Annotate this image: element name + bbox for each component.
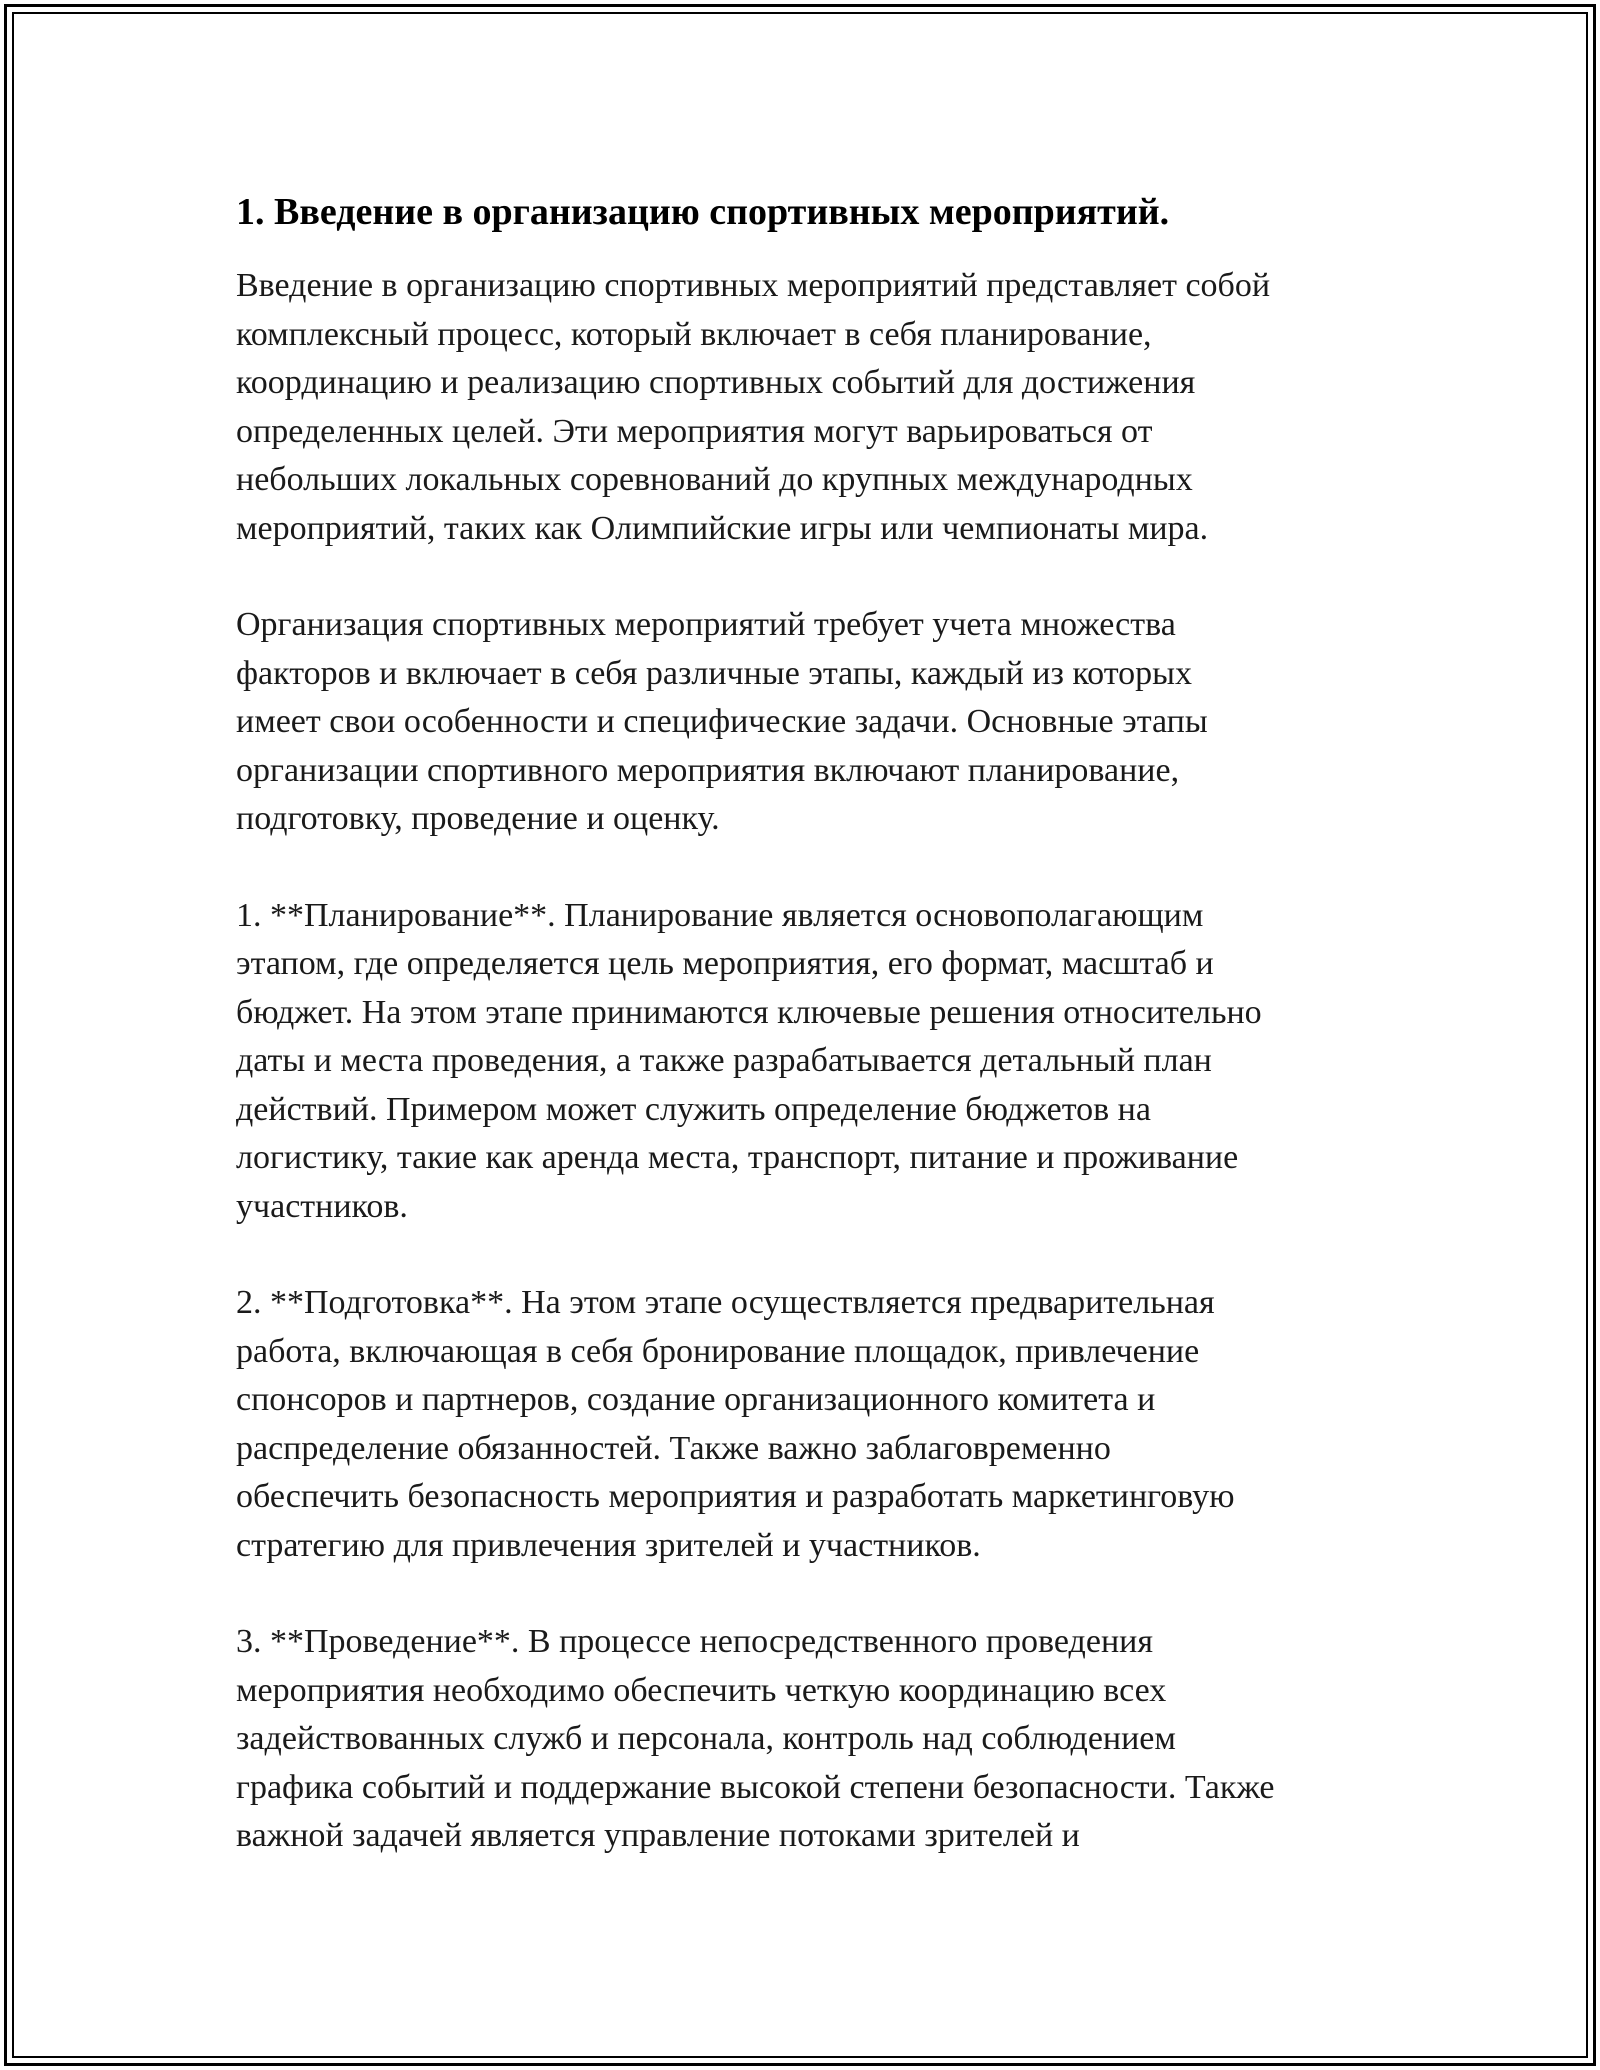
paragraph-introduction: Введение в организацию спортивных мероприятий представляет собой комплексный процесс, который включает в себя планирование, координацию и реализацию спортивных событий для достижения определенных целей. Эти мероприятия могут варьироваться от небольших локальных соревнований до крупных международных мероприятий, таких как Олимпийские игры или чемпионаты мира. bbox=[236, 267, 1271, 547]
paragraph-planning: 1. **Планирование**. Планирование является основополагающим этапом, где определяется цель мероприятия, его формат, масштаб и бюджет. На этом этапе принимаются ключевые решения относительно даты и места проведения, а также разрабатывается детальный план действий. Примером может служить определение бюджетов на логистику, такие как аренда места, транспорт, питание и проживание участников. bbox=[236, 896, 1262, 1225]
document-body bbox=[236, 188, 1376, 1861]
paragraph-stages-overview: Организация спортивных мероприятий требует учета множества факторов и включает в себя различные этапы, каждый из которых имеет свои особенности и специфические задачи. Основные этапы организации спортивного мероприятия включают планирование, подготовку, проведение и оценку. bbox=[236, 606, 1208, 837]
paragraph-preparation: 2. **Подготовка**. На этом этапе осуществляется предварительная работа, включающая в себя бронирование площадок, привлечение спонсоров и партнеров, создание организационного комитета и распределение обязанностей. Также важно заблаговременно обеспечить безопасность мероприятия и разработать маркетинговую стратегию для привлечения зрителей и участников. bbox=[236, 1284, 1235, 1564]
section-heading: 1. Введение в организацию спортивных мероприятий. bbox=[236, 191, 1170, 233]
paragraph-execution: 3. **Проведение**. В процессе непосредственного проведения мероприятия необходимо обеспечить четкую координацию всех задействованных служб и персонала, контроль над соблюдением графика событий и поддержание высокой степени безопасности. Также важной задачей является управление потоками зрителей и bbox=[236, 1623, 1275, 1854]
